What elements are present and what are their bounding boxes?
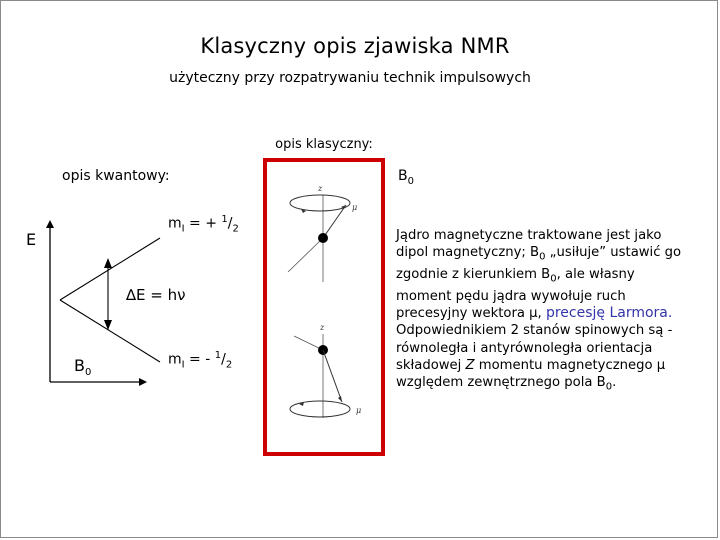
magnetic-moment-vector bbox=[323, 350, 342, 402]
desc-text: , bbox=[537, 306, 546, 322]
desc-text: , ale własny moment pędu jądra wywołuje ruch precesyjny wektora bbox=[396, 267, 635, 322]
quantum-description-label: opis kwantowy: bbox=[62, 168, 170, 184]
z-component-symbol: Z bbox=[465, 357, 475, 373]
m-symbol: m bbox=[168, 351, 182, 368]
m-symbol: m bbox=[168, 215, 182, 232]
desc-text: „usiłuje” ustawić go zgodnie z kierunkiem B bbox=[396, 245, 682, 283]
mu-symbol: μ bbox=[356, 406, 362, 415]
mu-symbol: μ bbox=[656, 357, 666, 373]
fraction-numerator: 1 bbox=[221, 214, 228, 225]
m-plus-equals: = + bbox=[184, 215, 222, 232]
mu-symbol: μ bbox=[352, 203, 358, 212]
m-subscript: I bbox=[181, 359, 185, 371]
b0-subscript: 0 bbox=[550, 273, 557, 285]
fraction-numerator: 1 bbox=[214, 350, 222, 361]
precession-antiparallel bbox=[290, 323, 361, 418]
desc-text: względem zewnętrznego pola B bbox=[396, 374, 606, 390]
precession-parallel bbox=[288, 184, 357, 282]
b0-subscript: 0 bbox=[539, 251, 546, 263]
larmor-precession-term: precesję Larmora. bbox=[545, 305, 673, 322]
description-paragraph-1 bbox=[396, 227, 692, 322]
nucleus-dot bbox=[318, 233, 328, 243]
b0-subscript: 0 bbox=[407, 175, 414, 187]
z-axis-letter: z bbox=[318, 184, 323, 193]
m-minus-equals: = - bbox=[184, 351, 215, 368]
desc-text: . bbox=[612, 374, 617, 390]
desc-text: momentu magnetycznego bbox=[474, 357, 657, 373]
lower-axis-line bbox=[288, 238, 323, 272]
z-axis-letter: z bbox=[320, 323, 325, 332]
fraction-denominator: 2 bbox=[225, 359, 233, 371]
classical-description-text bbox=[396, 227, 692, 396]
precession-cone-ellipse bbox=[290, 195, 350, 211]
mu-symbol: μ bbox=[529, 306, 538, 322]
b0-symbol: B bbox=[74, 356, 85, 375]
desc-text: Jądro magnetyczne traktowane jest jako dipol magnetyczny; B bbox=[396, 228, 662, 261]
slide-subtitle: użyteczny przy rozpatrywaniu technik impulsowych bbox=[169, 70, 531, 86]
classical-description-label: opis klasyczny: bbox=[275, 137, 373, 152]
magnetic-moment-arrowhead bbox=[338, 396, 342, 402]
b0-symbol: B bbox=[398, 168, 408, 184]
b0-subscript: 0 bbox=[605, 381, 613, 393]
desc-text: Odpowiednikiem 2 stanów spinowych są - równoległa i antyrównoległa orientacja składowej bbox=[396, 323, 673, 373]
energy-axis-label: E bbox=[26, 230, 37, 249]
fraction-slash: / bbox=[221, 351, 226, 368]
description-paragraph-2 bbox=[396, 322, 692, 395]
b0-subscript: 0 bbox=[84, 367, 92, 379]
fraction-denominator: 2 bbox=[232, 223, 239, 235]
m-subscript: I bbox=[181, 223, 185, 235]
slide-title: Klasyczny opis zjawiska NMR bbox=[200, 34, 510, 58]
fraction-slash: / bbox=[227, 215, 233, 232]
energy-gap-label: ∆E = hν bbox=[126, 286, 186, 304]
precession-cone-ellipse bbox=[290, 401, 350, 417]
